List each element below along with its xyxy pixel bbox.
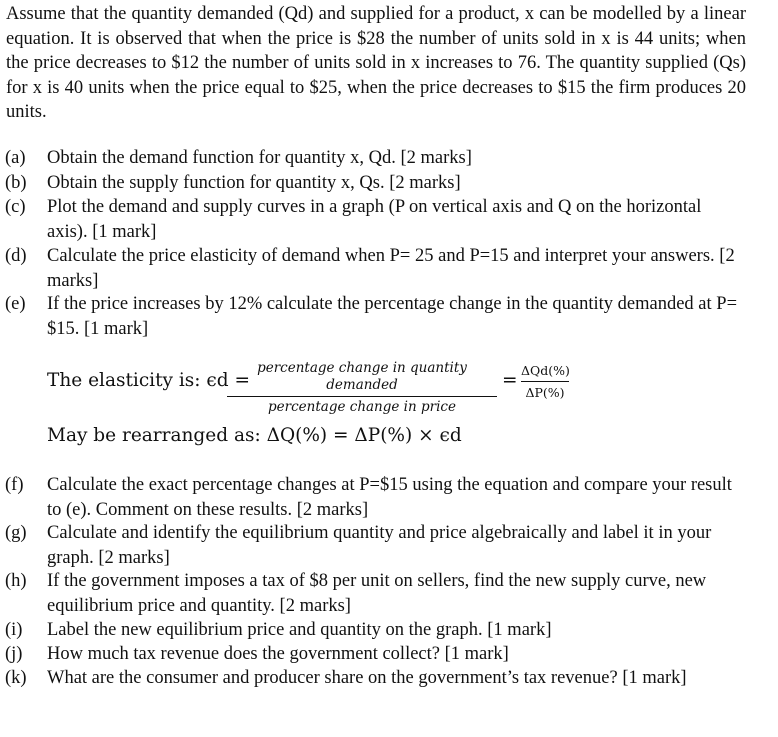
item-label: (f) bbox=[5, 475, 24, 495]
item-text: Obtain the supply function for quantity x, Qs. [2 marks] bbox=[47, 173, 461, 193]
item-label: (i) bbox=[5, 620, 23, 640]
item-label: (k) bbox=[5, 668, 27, 688]
item-label: (g) bbox=[5, 523, 27, 543]
item-label: (h) bbox=[5, 571, 27, 591]
formula-denominator: percentage change in price bbox=[227, 396, 497, 416]
question-item-i bbox=[5, 618, 745, 643]
formula-numerator: percentage change in quantity demanded bbox=[257, 360, 467, 393]
question-item-k bbox=[5, 666, 745, 691]
intro-paragraph: Assume that the quantity demanded (Qd) and supplied for a product, x can be modelled by a linear equation. It is observed that when the price is $28 the number of units sold in x is 44 units; when the price decreases to $12 the number of units sold in x increases to 76. The quantity supplied (Qs) for x is 40 units when the price equal to $25, when the price decreases to $15 the firm produces 20 units. bbox=[6, 4, 746, 122]
item-text: Label the new equilibrium price and quantity on the graph. [1 mark] bbox=[47, 620, 552, 640]
question-item-d bbox=[5, 244, 745, 293]
elasticity-formula bbox=[47, 360, 607, 415]
formula-lhs: The elasticity is: ϵd = bbox=[47, 370, 250, 391]
item-text: If the price increases by 12% calculate the percentage change in the quantity demanded at P= $15. [1 mark] bbox=[47, 294, 738, 339]
item-label: (b) bbox=[5, 173, 27, 193]
item-text: Obtain the demand function for quantity x, Qd. [2 marks] bbox=[47, 148, 472, 168]
question-item-c bbox=[5, 195, 745, 244]
formula-fraction bbox=[227, 360, 497, 416]
item-text: How much tax revenue does the government collect? [1 mark] bbox=[47, 644, 509, 664]
question-item-b bbox=[5, 171, 745, 196]
question-item-g bbox=[5, 521, 745, 570]
item-label: (a) bbox=[5, 148, 26, 168]
rearranged-formula: May be rearranged as: ΔQ(%) = ΔP(%) × ϵd bbox=[47, 425, 462, 446]
item-label: (c) bbox=[5, 197, 26, 217]
question-item-a bbox=[5, 146, 745, 171]
item-text: Calculate the exact percentage changes at P=$15 using the equation and compare your result to (e). Comment on these results. [2 marks] bbox=[47, 475, 732, 520]
question-item-f bbox=[5, 473, 745, 522]
formula-delta-numerator: ΔQd(%) bbox=[521, 363, 570, 378]
item-label: (e) bbox=[5, 294, 26, 314]
formula-delta-fraction bbox=[521, 362, 569, 401]
item-label: (d) bbox=[5, 246, 27, 266]
formula-delta-denominator: ΔP(%) bbox=[521, 381, 569, 401]
item-text: What are the consumer and producer share on the government’s tax revenue? [1 mark] bbox=[47, 668, 687, 688]
item-text: Calculate the price elasticity of demand when P= 25 and P=15 and interpret your answers. [2 marks] bbox=[47, 246, 735, 291]
item-text: If the government imposes a tax of $8 per unit on sellers, find the new supply curve, new equilibrium price and quantity. [2 marks] bbox=[47, 571, 707, 616]
question-item-j bbox=[5, 642, 745, 667]
formula-equals: = bbox=[502, 370, 518, 391]
item-label: (j) bbox=[5, 644, 23, 664]
question-item-e bbox=[5, 292, 745, 341]
item-text: Plot the demand and supply curves in a graph (P on vertical axis and Q on the horizontal axis). [1 mark] bbox=[47, 197, 702, 242]
question-item-h bbox=[5, 569, 745, 618]
item-text: Calculate and identify the equilibrium quantity and price algebraically and label it in your graph. [2 marks] bbox=[47, 523, 712, 568]
